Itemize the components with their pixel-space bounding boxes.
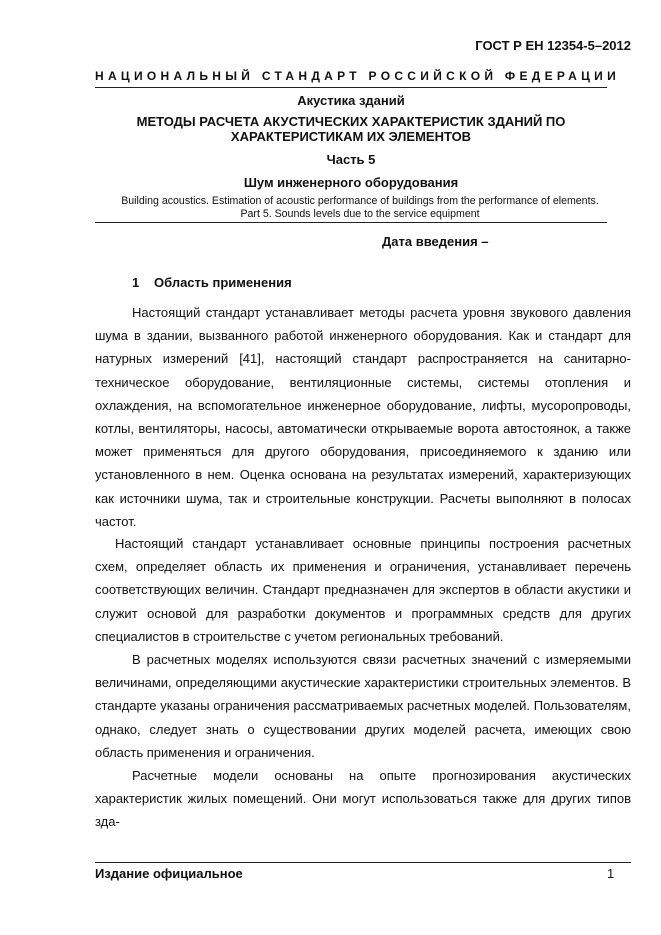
subject-title: Акустика зданий xyxy=(297,93,405,108)
national-standard-heading: НАЦИОНАЛЬНЫЙ СТАНДАРТ РОССИЙСКОЙ ФЕДЕРАЦИИ xyxy=(95,69,621,83)
english-title xyxy=(95,195,625,221)
header-rule-bottom xyxy=(95,222,607,223)
paragraph-1: Настоящий стандарт устанавливает методы расчета уровня звукового давления шума в здании, вызванного работой инженерного оборудования. Как и стандарт для натурных измерений [41], настоящий стандарт распространяется на санитарно-техническое оборудование, вентиляционные системы, системы отопления и охлаждения, на вспомогательное инженерное оборудование, лифты, мусоропроводы, котлы, вентиляторы, насосы, автоматически открываемые ворота автостоянок, а также может применяться для другого оборудования, присоединяемого к зданию или установленного в нем. Оценка основана на результатах измерений, характеризующих как источники шума, так и строительные конструкции. Расчеты выполняют в полосах частот. xyxy=(95,305,631,529)
paragraph-3: В расчетных моделях используются связи расчетных значений с измеряемыми величинами, определяющими акустические характеристики строительных элементов. В стандарте указаны ограничения рассматриваемых расчетных моделей. Пользователям, однако, следует знать о существовании других моделей расчета, имеющих свою область применения и ограничения. xyxy=(95,652,631,760)
section-title: Область применения xyxy=(154,275,292,290)
section-heading xyxy=(132,275,292,290)
paragraph-2: Настоящий стандарт устанавливает основные принципы построения расчетных схем, определяет область их применения и ограничения, устанавливает перечень соответствующих величин. Стандарт предназначен для экспертов в области акустики и служит основой для разработки документов и программных средств для других специалистов в строительстве с учетом региональных требований. xyxy=(95,536,631,644)
introduction-date: Дата введения – xyxy=(382,234,489,249)
part-title: Шум инженерного оборудования xyxy=(243,175,459,190)
footer-rule xyxy=(95,862,631,863)
gost-code: ГОСТ Р ЕН 12354-5–2012 xyxy=(475,38,631,53)
english-title-line-2: Part 5. Sounds levels due to the service equipment xyxy=(240,208,480,220)
header-rule-top xyxy=(95,87,607,88)
page-number: 1 xyxy=(607,866,615,881)
section-number: 1 xyxy=(132,275,140,290)
part-number: Часть 5 xyxy=(326,152,376,167)
official-edition-label: Издание официальное xyxy=(95,866,243,881)
english-title-line-1: Building acoustics. Estimation of acoustic performance of buildings from the performance of elements. xyxy=(121,195,599,207)
document-title-line-1: МЕТОДЫ РАСЧЕТА АКУСТИЧЕСКИХ ХАРАКТЕРИСТИК ЗДАНИЙ ПО xyxy=(136,114,566,129)
document-title-line-2: ХАРАКТЕРИСТИКАМ ИХ ЭЛЕМЕНТОВ xyxy=(230,129,472,144)
document-title xyxy=(95,114,607,144)
paragraph-4: Расчетные модели основаны на опыте прогнозирования акустических характеристик жилых помещений. Они могут использоваться также для других типов зда- xyxy=(95,768,631,830)
